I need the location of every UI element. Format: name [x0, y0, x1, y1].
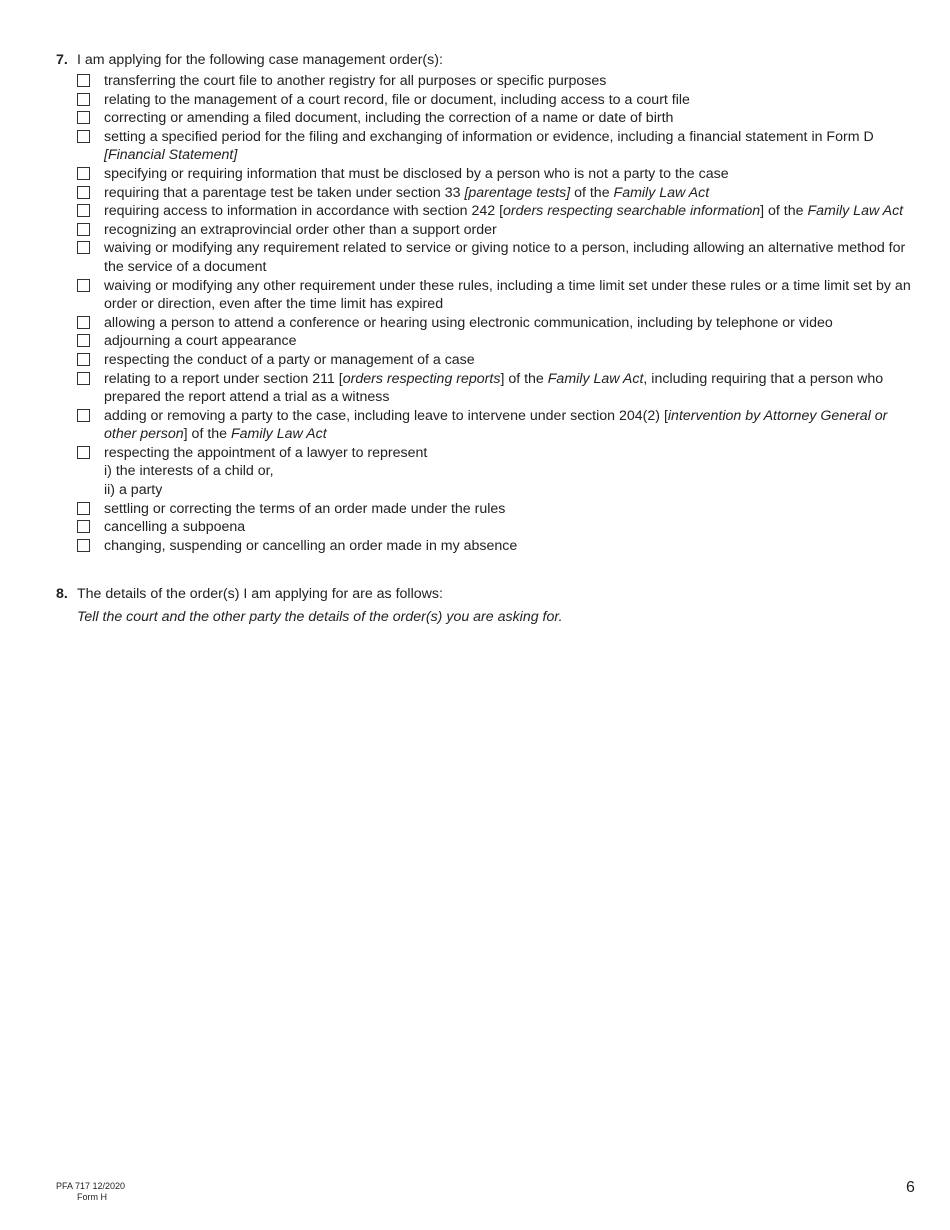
case-management-order-list [77, 72, 922, 555]
form-code: PFA 717 12/2020 [56, 1181, 126, 1191]
order-option-label: respecting the conduct of a party or management of a case [104, 351, 475, 368]
order-option-checkbox[interactable] [77, 316, 90, 329]
section-8-title: The details of the order(s) I am applying for are as follows: [77, 586, 443, 602]
order-option-sub-item: ii) a party [104, 482, 163, 499]
order-option-checkbox[interactable] [77, 223, 90, 236]
order-option-label: cancelling a subpoena [104, 519, 246, 536]
order-option-checkbox[interactable] [77, 279, 90, 292]
order-option-item [77, 537, 922, 556]
order-option-label: respecting the appointment of a lawyer to represent [104, 444, 428, 461]
order-option-item [77, 239, 922, 276]
section-8-instructions: Tell the court and the other party the details of the order(s) you are asking for. [77, 609, 563, 625]
order-option-label: allowing a person to attend a conference or hearing using electronic communication, including by telephone or video [104, 314, 833, 331]
order-option-checkbox[interactable] [77, 372, 90, 385]
order-option-item [77, 128, 922, 165]
order-option-checkbox[interactable] [77, 241, 90, 254]
order-option-checkbox[interactable] [77, 539, 90, 552]
order-option-checkbox[interactable] [77, 204, 90, 217]
order-option-label: correcting or amending a filed document, including the correction of a name or date of birth [104, 110, 674, 127]
order-option-checkbox[interactable] [77, 74, 90, 87]
order-option-item [77, 202, 922, 221]
order-option-checkbox[interactable] [77, 446, 90, 459]
order-option-label: adjourning a court appearance [104, 333, 297, 350]
order-option-item [77, 370, 922, 407]
order-option-label: relating to the management of a court record, file or document, including access to a court file [104, 91, 690, 108]
order-option-checkbox[interactable] [77, 130, 90, 143]
section-7-title: I am applying for the following case management order(s): [77, 52, 443, 68]
order-option-label: transferring the court file to another registry for all purposes or specific purposes [104, 73, 607, 89]
order-option-label: waiving or modifying any requirement related to service or giving notice to a person, including allowing an alternative method for the service of a document [104, 240, 906, 275]
order-option-label: changing, suspending or cancelling an order made in my absence [104, 537, 518, 554]
order-option-checkbox[interactable] [77, 167, 90, 180]
section-7-number: 7. [56, 52, 68, 68]
order-option-label: requiring that a parentage test be taken under section 33 [parentage tests] of the Family Law Act [104, 184, 710, 201]
order-option-label: specifying or requiring information that must be disclosed by a person who is not a party to the case [104, 165, 729, 182]
order-option-item [77, 184, 922, 203]
order-option-item [77, 277, 922, 314]
order-option-label: waiving or modifying any other requirement under these rules, including a time limit set under these rules or a time limit set by an order or direction, even after the time limit has expired [104, 277, 911, 313]
order-option-label: recognizing an extraprovincial order other than a support order [104, 221, 497, 238]
form-name: Form H [77, 1192, 107, 1202]
order-option-label: relating to a report under section 211 [orders respecting reports] of the Family Law Act, including requiring that a person who prepared the report attend a trial as a witness [104, 370, 884, 406]
order-option-checkbox[interactable] [77, 520, 90, 533]
order-option-label: setting a specified period for the filing and exchanging of information or evidence, including a financial statement in Form D [Financial Statement] [104, 128, 874, 164]
order-option-item [77, 407, 922, 444]
order-option-label: adding or removing a party to the case, including leave to intervene under section 204(2) [intervention by Attorney General or other person] of the Family Law Act [104, 407, 888, 443]
order-option-item [77, 518, 922, 537]
order-option-item [77, 314, 922, 333]
order-option-sub-item: i) the interests of a child or, [104, 463, 274, 480]
order-option-item [77, 332, 922, 351]
order-option-checkbox[interactable] [77, 353, 90, 366]
order-option-item [77, 109, 922, 128]
order-option-checkbox[interactable] [77, 334, 90, 347]
order-option-checkbox[interactable] [77, 93, 90, 106]
order-option-item [77, 221, 922, 240]
order-option-checkbox[interactable] [77, 502, 90, 515]
order-option-item [77, 444, 922, 500]
order-option-item [77, 500, 922, 519]
order-option-item [77, 72, 922, 91]
order-option-label: settling or correcting the terms of an order made under the rules [104, 500, 506, 517]
page-number: 6 [906, 1179, 915, 1196]
order-option-checkbox[interactable] [77, 409, 90, 422]
order-option-checkbox[interactable] [77, 186, 90, 199]
order-option-item [77, 351, 922, 370]
order-option-label: requiring access to information in accordance with section 242 [orders respecting searchable information] of the Family Law Act [104, 203, 904, 220]
section-8-number: 8. [56, 586, 68, 602]
order-option-checkbox[interactable] [77, 111, 90, 124]
order-option-item [77, 91, 922, 110]
order-option-item [77, 165, 922, 184]
